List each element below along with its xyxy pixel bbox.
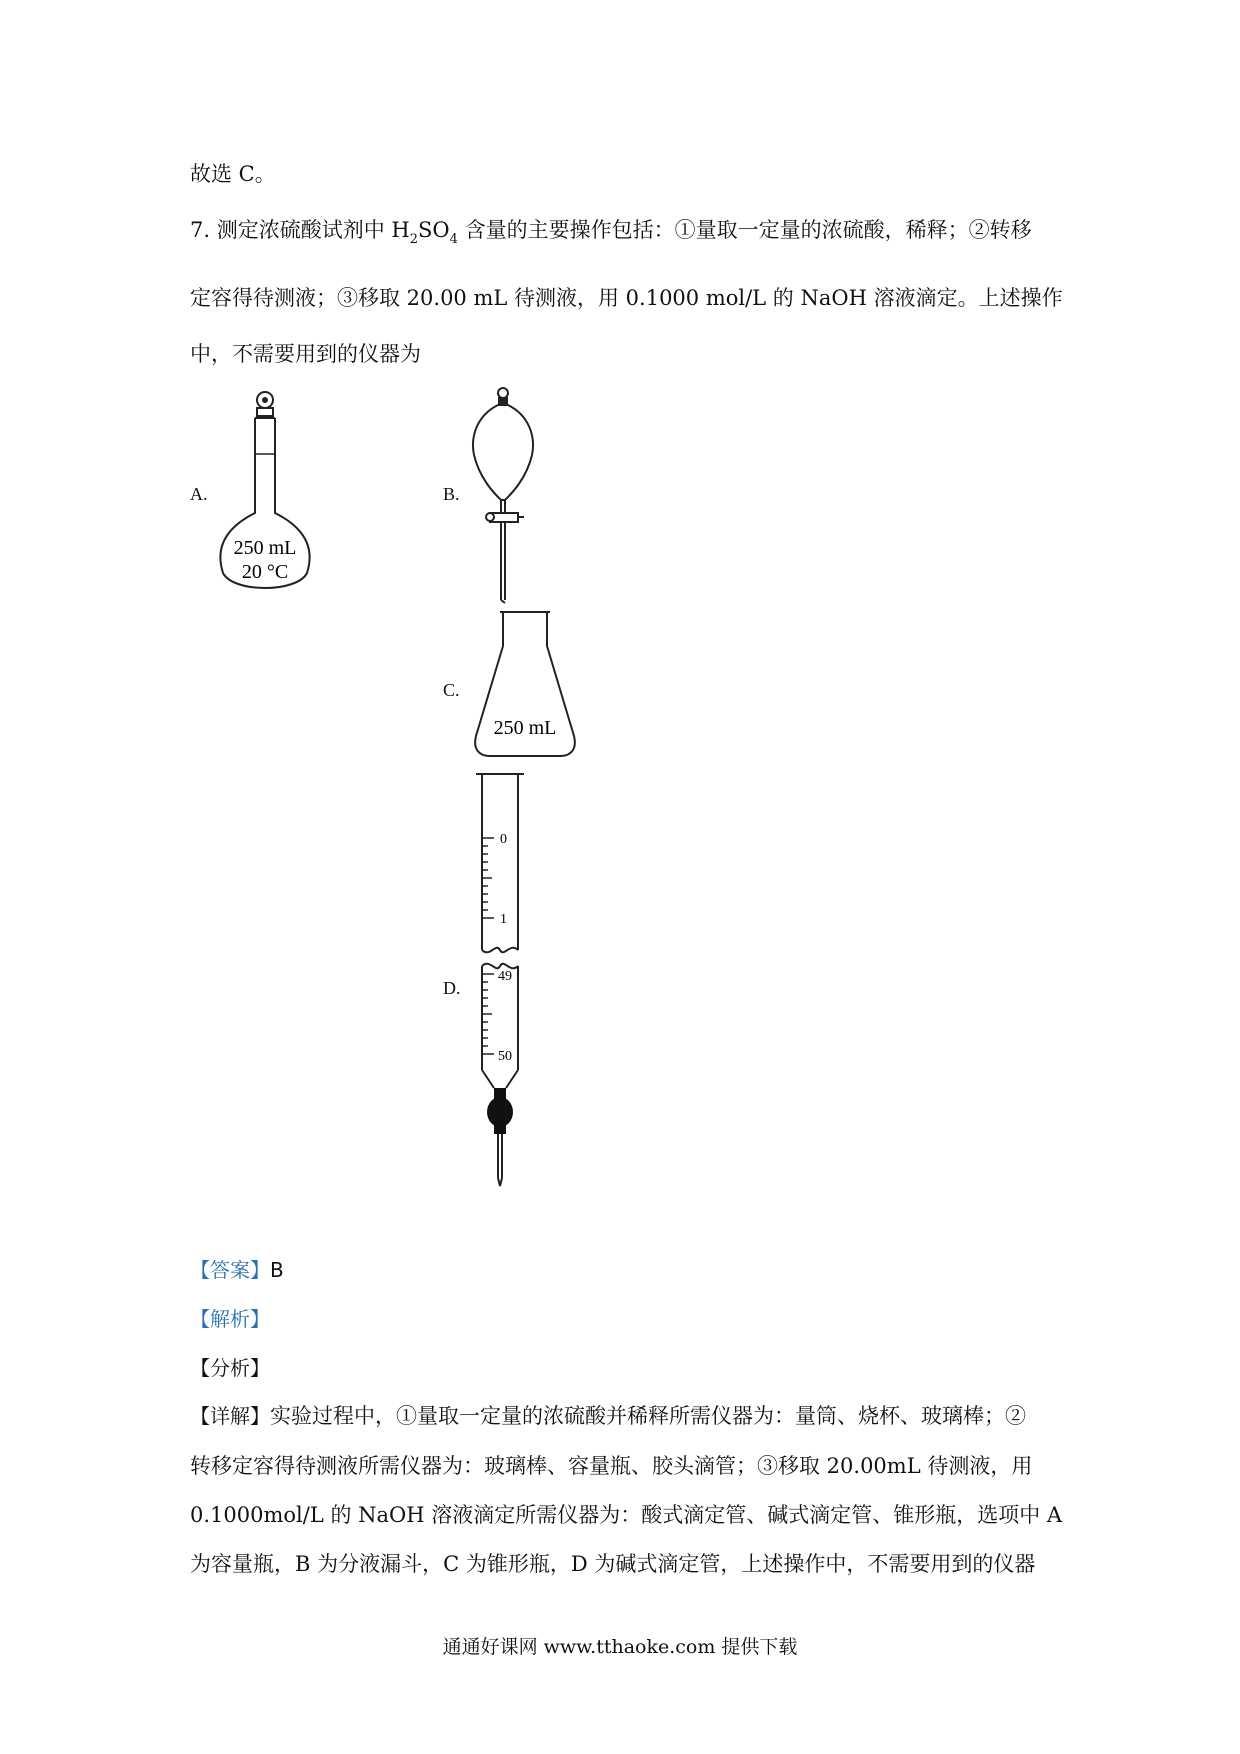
detail-line-2: 转移定容得待测液所需仪器为：玻璃棒、容量瓶、胶头滴管；③移取 20.00mL 待测液，用: [190, 1454, 1033, 1478]
burette-icon: [470, 770, 530, 1188]
subscript-4: 4: [449, 232, 458, 247]
question-line-2: 定容得待测液；③移取 20.00 mL 待测液，用 0.1000 mol/L 的 NaOH 溶液滴定。上述操作: [190, 286, 1063, 310]
flask-temp-text: 20 °C: [241, 561, 289, 583]
question-line-1: [190, 216, 1032, 248]
flask-volume-text: 250 mL: [233, 537, 297, 559]
answer-tag: 【答案】: [190, 1258, 270, 1282]
option-b-label: B.: [443, 484, 460, 504]
option-a-label: A.: [190, 484, 208, 504]
detail-line-1: [190, 1402, 1026, 1430]
burette-mark-49: 49: [498, 969, 512, 984]
page-footer: 通通好课网 www.tthaoke.com 提供下载: [442, 1636, 798, 1658]
detail-tag: 【详解】: [190, 1404, 270, 1428]
fenxi-tag: 【分析】: [190, 1356, 270, 1380]
detail-line-3: 0.1000mol/L 的 NaOH 溶液滴定所需仪器为：酸式滴定管、碱式滴定管、锥形瓶，选项中 A: [190, 1503, 1063, 1527]
question-text-b: SO: [418, 218, 450, 242]
option-c-label: C.: [443, 680, 460, 700]
separatory-funnel-icon: [468, 385, 538, 605]
answer-line: [190, 1256, 284, 1284]
question-line-3: 中，不需要用到的仪器为: [190, 342, 421, 366]
question-text-a: 测定浓硫酸试剂中 H: [216, 218, 410, 242]
subscript-2: 2: [409, 232, 419, 247]
previous-conclusion: 故选 C。: [190, 162, 276, 186]
volumetric-flask-icon: [215, 388, 315, 598]
answer-value: B: [270, 1258, 284, 1282]
burette-mark-1: 1: [500, 912, 507, 927]
conical-volume-text: 250 mL: [493, 717, 557, 739]
detail-text-1: 实验过程中，①量取一定量的浓硫酸并稀释所需仪器为：量筒、烧杯、玻璃棒；②: [270, 1404, 1026, 1428]
analysis-tag: 【解析】: [190, 1307, 270, 1331]
question-number: 7.: [190, 218, 211, 242]
question-text-c: 含量的主要操作包括：①量取一定量的浓硫酸，稀释；②转移: [457, 218, 1032, 242]
detail-line-4: 为容量瓶，B 为分液漏斗，C 为锥形瓶，D 为碱式滴定管，上述操作中，不需要用到的仪器: [190, 1552, 1036, 1576]
conical-flask-icon: [470, 606, 580, 766]
burette-mark-50: 50: [498, 1049, 512, 1064]
option-d-label: D.: [443, 978, 461, 998]
burette-mark-0: 0: [500, 832, 507, 847]
